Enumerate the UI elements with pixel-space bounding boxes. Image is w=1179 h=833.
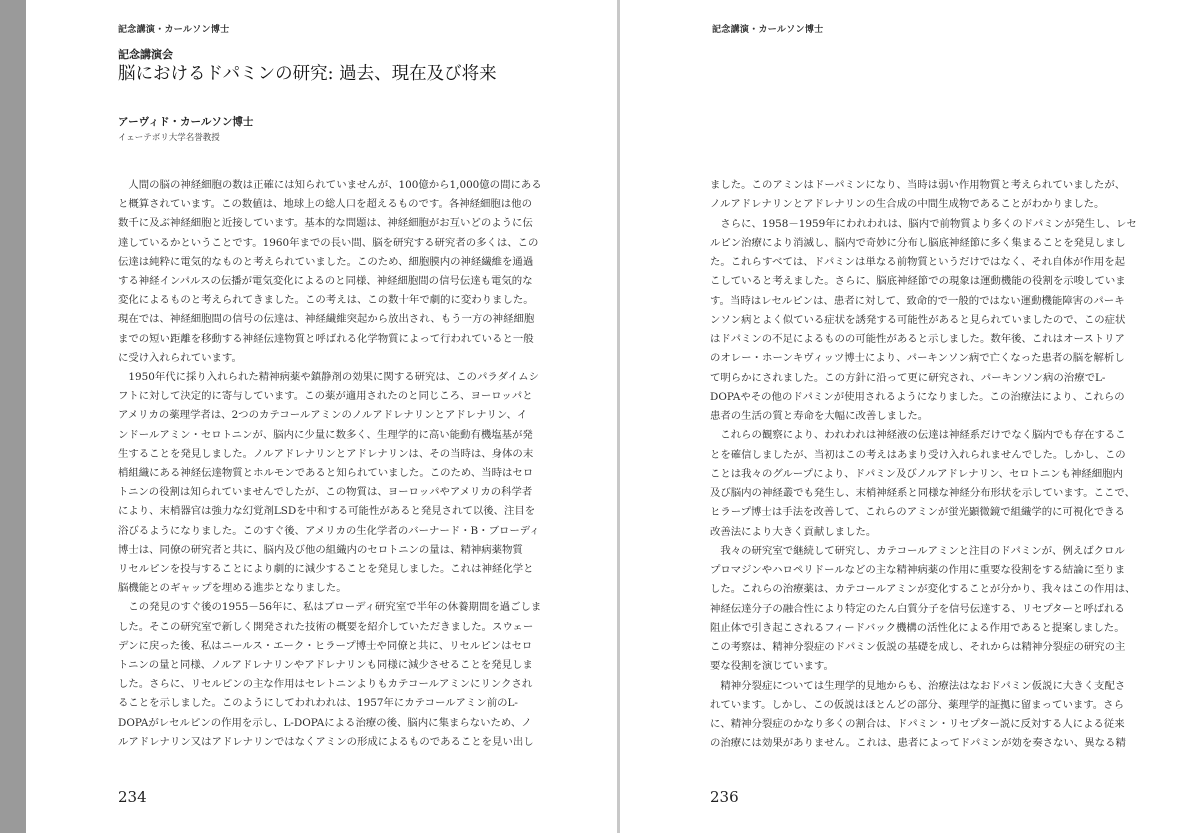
body-line: て明らかにされました。この方針に沿って更に研究され、パーキンソン病の治療でL- <box>710 371 1106 384</box>
body-line: とを確信しましたが、当初はこの考えはあまり受け入れられませんでした。しかし、この <box>710 448 1126 461</box>
body-line: までの短い距離を移動する神経伝達物質と呼ばれる化学物質によって行われていると一般 <box>118 332 534 345</box>
body-line: 及び脳内の神経叢でも発生し、末梢神経系と同様な神経分布形状を示しています。ここで、 <box>710 487 1135 499</box>
body-line: 変化によるものと考えられてきました。この考えは、この数十年で劇的に変わりました。 <box>118 294 534 307</box>
body-line: はドパミンの不足によるものの可能性があると示しました。数年後、これはオーストリア <box>710 333 1125 345</box>
body-line: ンソン病とよく似ている症状を誘発する可能性があると見られていましたので、この症状 <box>710 313 1126 326</box>
body-line: に受け入れられています。 <box>118 351 242 364</box>
body-line: により、末梢器官は強力な幻覚剤LSDを中和する可能性があると発見されて以後、注目を <box>118 505 536 518</box>
body-line: と概算されています。この数値は、地球上の総人口を超えるものです。各神経細胞は他の <box>118 198 532 211</box>
right-page <box>620 0 1179 833</box>
body-line: ノルアドレナリンとアドレナリンの生合成の中間生成物であることがわかりました。 <box>710 198 1105 211</box>
body-line: の治療には効果がありません。これは、患者によってドパミンが効を奏さない、異なる精 <box>710 737 1126 750</box>
body-line: 要な役割を演じています。 <box>710 660 834 673</box>
body-line: ルピン治療により消滅し、脳内で奇妙に分布し脳底神経節に多く集まることを発見しまし <box>710 236 1126 249</box>
body-line: フトに対して決定的に寄与しています。この薬が適用されたのと同じころ、ヨーロッパと <box>118 390 533 403</box>
left-page <box>26 0 617 833</box>
article-title: 脳におけるドパミンの研究: 過去、現在及び将来 <box>118 64 497 84</box>
body-line: 数千に及ぶ神経細胞と近接しています。基本的な問題は、神経細胞がお互いどのように伝 <box>118 217 533 230</box>
body-line: 博士は、同僚の研究者と共に、脳内及び他の組織内のセロトニンの量は、精神病薬物質 <box>118 543 523 556</box>
body-line: アメリカの薬理学者は、2つのカテコールアミンのノルアドレナリンとアドレナリン、イ <box>118 409 528 422</box>
body-line: 梢組織にある神経伝達物質とホルモンであると知られていました。このため、当時はセロ <box>118 467 534 479</box>
running-head: 記念講演・カールソン博士 <box>118 25 230 35</box>
body-line: デンに戻った後、私はニールス・エーク・ヒラープ博士や同僚と共に、リセルピンはセロ <box>118 639 533 652</box>
body-line: 阻止体で引き起こされるフィードバック機構の活性化による作用であると提案しました。 <box>710 621 1125 634</box>
body-line: のオレー・ホーンキヴィッツ博士により、パーキンソン病で亡くなった患者の脳を解析し <box>710 352 1125 365</box>
body-line: 我々の研究室で継続して研究し、カテコールアミンと注目のドパミンが、例えばクロル <box>710 544 1125 557</box>
body-line: これらの観察により、われわれは神経液の伝達は神経系だけでなく脳内でも存在するこ <box>710 429 1126 442</box>
body-line: 脳機能とのギャップを埋める進歩となりました。 <box>118 582 347 595</box>
body-line: 1950年代に採り入れられた精神病薬や鎮静剤の効果に関する研究は、このパラダイムシ <box>118 371 539 383</box>
body-line: トニンの量と同様、ノルアドレナリンやアドレナリンも同様に減少させることを発見しま <box>118 659 533 671</box>
body-line: 人間の脳の神経細胞の数は正確には知られていませんが、100億から1,000億の間にある <box>118 179 542 191</box>
body-line: た。これらすべては、ドパミンは単なる前物質というだけではなく、それ自体が作用を起 <box>710 256 1125 268</box>
section-eyebrow: 記念講演会 <box>118 48 173 61</box>
body-line: この考察は、精神分裂症のドパミン仮説の基礎を成し、それからは精神分裂症の研究の主 <box>710 641 1126 653</box>
running-head: 記念講演・カールソン博士 <box>712 25 824 35</box>
body-line: ルアドレナリン又はアドレナリンではなくアミンの形成によるものであることを見い出し <box>118 735 534 748</box>
body-line: 達しているかということです。1960年までの長い間、脳を研究する研究者の多くは、この <box>118 236 539 249</box>
author-affiliation: イェーテボリ大学名誉教授 <box>118 133 220 143</box>
body-line: 伝達は純粋に電気的なものと考えられていました。このため、細胞膜内の神経繊維を通過 <box>118 255 534 268</box>
body-line: した。そこの研究室で新しく開発された技術の概要を紹介していただきました。スウェー <box>118 620 534 633</box>
page-number: 236 <box>710 788 739 806</box>
author-name: アーヴィド・カールソン博士 <box>118 116 254 128</box>
body-line: プロマジンやハロペリドールなどの主な精神病薬の作用に重要な役割をする結論に至りま <box>710 564 1126 576</box>
body-line: 患者の生活の質と寿命を大幅に改善しました。 <box>710 410 929 422</box>
body-line: この発見のすぐ後の1955－56年に、私はブローディ研究室で半年の休養期間を過ごしま <box>118 601 542 614</box>
body-line: 精神分裂症については生理学的見地からも、治療法はなおドパミン仮説に大きく支配さ <box>710 679 1126 692</box>
body-line: ことは我々のグループにより、ドパミン及びノルアドレナリン、セロトニンも神経細胞内 <box>710 467 1123 480</box>
body-line: した。さらに、リセルピンの主な作用はセレトニンよりもカテコールアミンにリンクされ <box>118 678 533 691</box>
body-line: DOPAやその他のドパミンが使用されるようになりました。この治療法により、これらの <box>710 390 1125 403</box>
body-line: す。当時はレセルピンは、患者に対して、致命的で一般的ではない運動機能障害のパーキ <box>710 294 1125 307</box>
body-line: ヒラープ博士は手法を改善して、これらのアミンが蛍光顕微鏡で組織学的に可視化できる <box>710 506 1125 519</box>
body-line: DOPAがレセルピンの作用を示し、L-DOPAによる治療の後、脳内に集まらないため、ノ <box>118 716 532 729</box>
body-line: さらに、1958－1959年にわれわれは、脳内で前物質より多くのドパミンが発生し、レセ <box>710 217 1137 230</box>
body-line: ることを示しました。このようにしてわれわれは、1957年にカテコールアミン前のL- <box>118 697 518 710</box>
body-line: 神経伝達分子の融合性により特定のたん白質分子を信号伝達する、リセプターと呼ばれる <box>710 602 1125 615</box>
body-line: トニンの役割は知られていませんでしたが、この物質は、ヨーロッパやアメリカの科学者 <box>118 486 533 499</box>
body-line: 浴びるようになりました。このすぐ後、アメリカの生化学者のバーナード・B・ブローディ <box>118 524 540 537</box>
body-line: した。これらの治療薬は、カテコールアミンが変化することが分かり、我々はこの作用は、 <box>710 583 1136 596</box>
page-number: 234 <box>118 788 147 806</box>
body-line: に、精神分裂症のかなり多くの割合は、ドパミン・リセプター説に反対する人による従来 <box>710 718 1125 730</box>
body-line: する神経インパルスの伝播が電気変化によるのと同様、神経細胞間の信号伝達も電気的な <box>118 275 533 287</box>
body-line: 生することを発見しました。ノルアドレナリンとアドレナリンは、その当時は、身体の末 <box>118 447 534 460</box>
body-line: れています。しかし、この仮説はほとんどの部分、薬理学的証拠に留まっています。さら <box>710 698 1124 711</box>
viewer-left-gutter <box>0 0 26 833</box>
body-line: ンドールアミン・セロトニンが、脳内に少量に数多く、生理学的に高い能動有機塩基が発 <box>118 428 533 441</box>
body-line: 改善法により大きく貢献しました。 <box>710 525 877 538</box>
body-line: こしていると考えました。さらに、脳底神経節での現象は運動機能の役割を示唆していま <box>710 275 1126 288</box>
body-line: ました。このアミンはドーパミンになり、当時は弱い作用物質と考えられていましたが、 <box>710 179 1126 191</box>
body-line: リセルピンを投与することにより劇的に減少することを発見しました。これは神経化学と <box>118 563 534 575</box>
body-line: 現在では、神経細胞間の信号の伝達は、神経繊維突起から放出され、もう一方の神経細胞 <box>118 313 535 326</box>
